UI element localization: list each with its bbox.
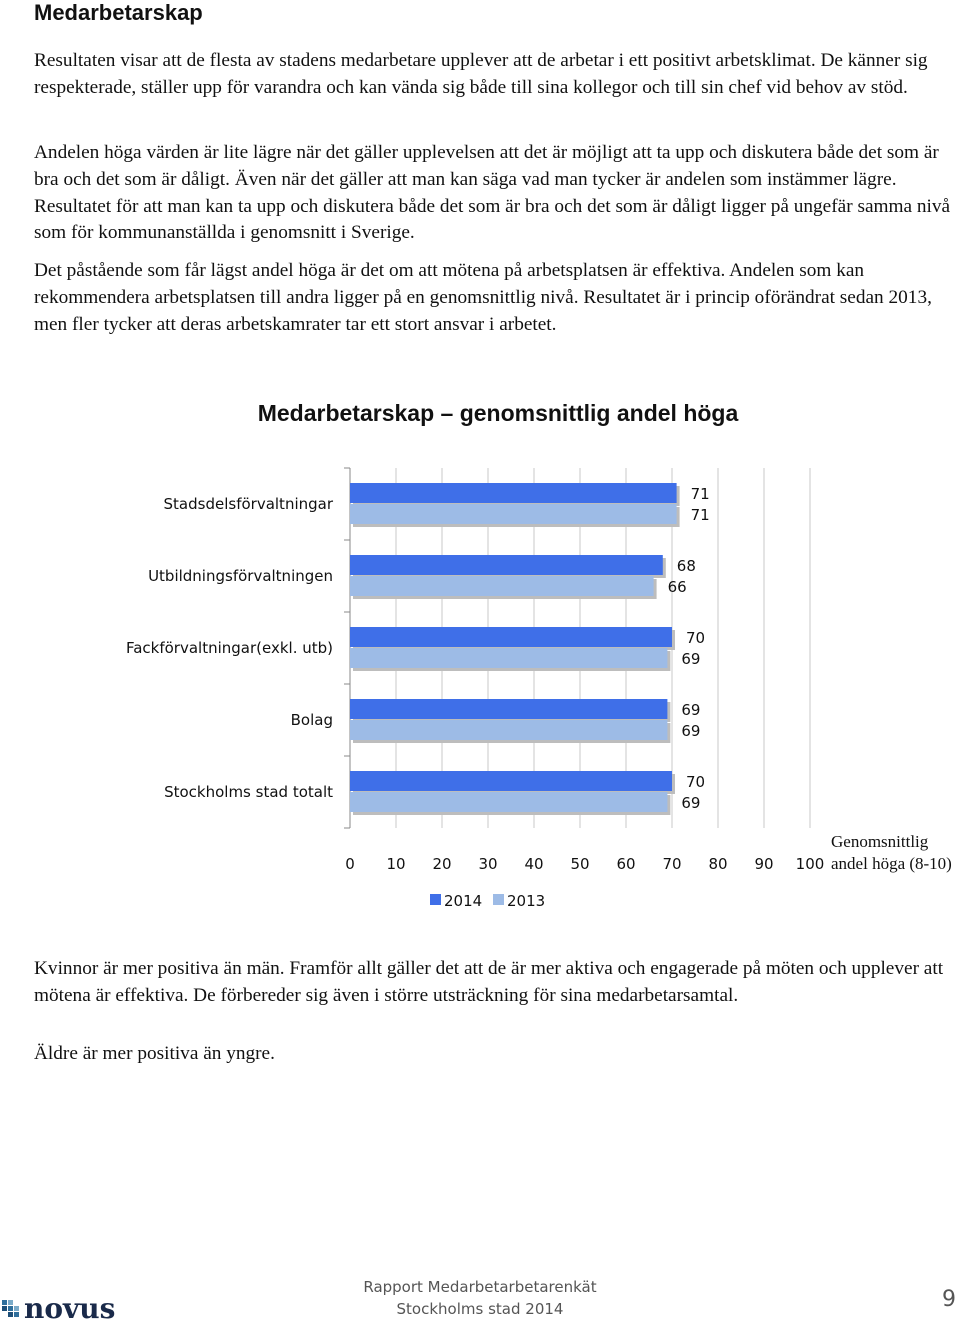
value-label-2014: 69 — [681, 701, 701, 719]
x-tick-label: 20 — [432, 855, 452, 873]
svg-text:novus: novus — [24, 1294, 116, 1322]
category-label: Stockholms stad totalt — [164, 783, 333, 801]
value-label-2013: 69 — [681, 650, 701, 668]
bar-2014 — [350, 771, 672, 791]
bar-2013 — [350, 576, 654, 596]
category-label: Bolag — [290, 711, 333, 729]
x-tick-label: 50 — [570, 855, 590, 873]
legend-label-2013: 2013 — [507, 892, 546, 910]
section-heading: Medarbetarskap — [34, 0, 203, 25]
category-label: Fackförvaltningar(exkl. utb) — [125, 639, 333, 657]
paragraph-discussion: Andelen höga värden är lite lägre när det gäller upplevelsen att det är möjligt att ta upp och diskutera både det som är bra och det som är dåligt. Även när det gäller att man kan säga vad man tycker är andelen som instämmer lägre. Resultatet för att man kan ta upp och diskutera både det som är bra och det som är dåligt ligger på ungefär samma nivå som för kommunanställda i genomsnitt i Sverige. — [34, 142, 951, 244]
value-label-2014: 70 — [686, 773, 706, 791]
value-label-2013: 69 — [681, 794, 701, 812]
x-axis-title-line-2: andel höga (8-10) — [831, 854, 952, 873]
legend-label-2014: 2014 — [444, 892, 483, 910]
bar-2014 — [350, 483, 677, 503]
x-tick-label: 70 — [662, 855, 682, 873]
x-tick-label: 40 — [524, 855, 544, 873]
footer-report-subtitle: Stockholms stad 2014 — [396, 1300, 564, 1318]
bar-2013 — [350, 648, 667, 668]
x-tick-label: 80 — [708, 855, 728, 873]
value-label-2014: 71 — [690, 485, 710, 503]
x-axis-title-line-1: Genomsnittlig — [831, 832, 929, 851]
value-label-2014: 68 — [676, 557, 696, 575]
chart-legend — [430, 892, 545, 910]
chart-title: Medarbetarskap – genomsnittlig andel höga — [257, 400, 739, 426]
paragraph-meetings: Det påstående som får lägst andel höga är det om att mötena på arbetsplatsen är effektiva. Andelen som kan rekommendera arbetsplatsen till andra ligger på en genomsnittlig nivå. Resultatet är i princip oförändrat sedan 2013, men fler tycker att deras arbetskamrater tar ett stort ansvar i arbetet. — [34, 260, 932, 335]
chart-bars — [350, 483, 680, 815]
value-label-2014: 70 — [686, 629, 706, 647]
legend-swatch-2014 — [430, 894, 441, 905]
x-tick-label: 60 — [616, 855, 636, 873]
page-number: 9 — [942, 1287, 956, 1312]
bar-chart — [0, 460, 960, 920]
paragraph-gender: Kvinnor är mer positiva än män. Framför allt gäller det att de är mer aktiva och engagerade på möten och upplever att mötena är effektiva. De förbereder sig även i större utsträckning för sina medarbetarsamtal. — [34, 958, 944, 1006]
x-tick-label: 10 — [386, 855, 406, 873]
x-tick-label: 0 — [345, 855, 355, 873]
paragraph-age: Äldre är mer positiva än yngre. — [34, 1043, 275, 1064]
bar-2014 — [350, 627, 672, 647]
legend-swatch-2013 — [493, 894, 504, 905]
value-label-2013: 71 — [690, 506, 710, 524]
x-tick-label: 90 — [754, 855, 774, 873]
bar-2013 — [350, 504, 677, 524]
category-label: Stadsdelsförvaltningar — [163, 495, 333, 513]
x-tick-label: 30 — [478, 855, 498, 873]
value-label-2013: 69 — [681, 722, 701, 740]
value-label-2013: 66 — [667, 578, 687, 596]
bar-2014 — [350, 555, 663, 575]
bar-2013 — [350, 720, 667, 740]
x-tick-label: 100 — [795, 855, 825, 873]
bar-2014 — [350, 699, 667, 719]
footer-report-title: Rapport Medarbetarbetarenkät — [363, 1278, 597, 1296]
paragraph-intro: Resultaten visar att de flesta av stadens medarbetare upplever att de arbetar i ett positivt arbetsklimat. De känner sig respekterade, ställer upp för varandra och kan vända sig både till sina kollegor och till sin chef vid behov av stöd. — [34, 50, 928, 98]
category-label: Utbildningsförvaltningen — [148, 567, 333, 585]
bar-2013 — [350, 792, 667, 812]
